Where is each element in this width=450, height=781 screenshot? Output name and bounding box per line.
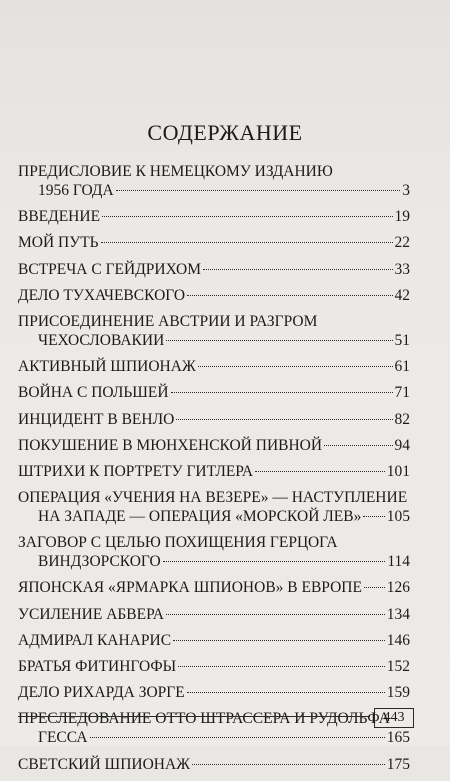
dot-leader	[166, 614, 385, 615]
toc-entry-page: 165	[386, 729, 410, 747]
toc-entry-title: СВЕТСКИЙ ШПИОНАЖ	[18, 755, 191, 773]
toc-entry	[18, 162, 410, 200]
toc-entry-row	[18, 357, 410, 376]
toc-entry-title: АКТИВНЫЙ ШПИОНАЖ	[18, 358, 196, 376]
toc-entry	[18, 755, 410, 774]
footer-rule	[18, 716, 370, 717]
toc-entry-page: 105	[386, 508, 410, 526]
toc-entry-page: 22	[394, 234, 410, 252]
dot-leader	[178, 666, 385, 667]
toc-entry-title: ДЕЛО РИХАРДА ЗОРГЕ	[18, 684, 185, 702]
toc-entry-page: 134	[386, 605, 410, 623]
toc-entry-title: ВСТРЕЧА С ГЕЙДРИХОМ	[18, 260, 201, 278]
toc-entry-row	[18, 552, 410, 571]
toc-entry-page: 101	[386, 462, 410, 480]
toc-entry-row	[18, 657, 410, 676]
toc-entry-title-line: ОПЕРАЦИЯ «УЧЕНИЯ НА ВЕЗЕРЕ» — НАСТУПЛЕНИЕ	[18, 489, 408, 507]
toc-entry-title: ВОЙНА С ПОЛЬШЕЙ	[18, 384, 169, 402]
toc-entry	[18, 383, 410, 402]
toc-entry-row	[18, 260, 410, 279]
dot-leader	[101, 242, 393, 243]
toc-entry-title: ВВЕДЕНИЕ	[18, 208, 101, 226]
dot-leader	[176, 419, 392, 420]
toc-entry-title: ШТРИХИ К ПОРТРЕТУ ГИТЛЕРА	[18, 462, 254, 480]
contents-title: СОДЕРЖАНИЕ	[147, 120, 303, 145]
dot-leader	[171, 392, 393, 393]
dot-leader	[324, 445, 392, 446]
toc-entry-title: ЯПОНСКАЯ «ЯРМАРКА ШПИОНОВ» В ЕВРОПЕ	[18, 579, 362, 597]
toc-entry-page: 159	[386, 684, 410, 702]
toc-entry-page: 146	[386, 631, 410, 649]
dot-leader	[173, 640, 385, 641]
toc-entry-page: 71	[394, 384, 410, 402]
dot-leader	[166, 340, 392, 341]
toc-entry	[18, 286, 410, 305]
toc-entry-row	[18, 286, 410, 305]
toc-entry-title: ДЕЛО ТУХАЧЕВСКОГО	[18, 286, 186, 304]
toc-entry	[18, 410, 410, 429]
toc-entry-title-line: ПРЕДИСЛОВИЕ К НЕМЕЦКОМУ ИЗДАНИЮ	[18, 163, 333, 180]
toc-entry-page: 114	[387, 553, 410, 571]
toc-entry-row	[18, 207, 410, 226]
toc-entry	[18, 605, 410, 624]
toc-entry-title-line: ПРИСОЕДИНЕНИЕ АВСТРИИ И РАЗГРОМ	[18, 312, 318, 330]
toc-entry	[18, 578, 410, 597]
toc-entry	[18, 312, 410, 350]
toc-entry-title-line: ЗАГОВОР С ЦЕЛЬЮ ПОХИЩЕНИЯ ГЕРЦОГА	[18, 534, 338, 552]
dot-leader	[102, 216, 392, 217]
toc-entry-page: 126	[386, 579, 410, 597]
toc-entry-page: 82	[394, 410, 410, 428]
toc-entry	[18, 207, 410, 226]
toc-entry-page: 42	[394, 286, 410, 304]
dot-leader	[90, 737, 385, 738]
dot-leader	[363, 516, 384, 517]
toc-entry-title: ГЕССА	[38, 729, 88, 747]
dot-leader	[203, 269, 393, 270]
toc-entry-title: ВИНДЗОРСКОГО	[38, 553, 161, 571]
toc-entry-row	[18, 631, 410, 650]
toc-entry-title: ИНЦИДЕНТ В ВЕНЛО	[18, 410, 175, 428]
dot-leader	[192, 764, 385, 765]
toc-entry-row	[18, 331, 410, 350]
toc-entry	[18, 657, 410, 676]
dot-leader	[187, 692, 385, 693]
toc-entry-row	[18, 507, 410, 526]
toc-entry-title: БРАТЬЯ ФИТИНГОФЫ	[18, 658, 177, 675]
toc-entry-title: УСИЛЕНИЕ АБВЕРА	[18, 605, 164, 623]
toc-entry-title: ЧЕХОСЛОВАКИИ	[38, 331, 165, 349]
toc-entry	[18, 260, 410, 279]
dot-leader	[163, 561, 386, 562]
dot-leader	[364, 587, 385, 588]
toc-entry-row	[18, 462, 410, 481]
toc-entry	[18, 357, 410, 376]
toc-entry-page: 94	[394, 436, 410, 454]
toc-entry-row	[18, 728, 410, 747]
dot-leader	[255, 471, 385, 472]
toc-entry-title: 1956 ГОДА	[38, 182, 114, 199]
toc-entry-row	[18, 755, 410, 774]
table-of-contents	[18, 162, 410, 781]
toc-entry-title: НА ЗАПАДЕ — ОПЕРАЦИЯ «МОРСКОЙ ЛЕВ»	[38, 508, 362, 526]
toc-entry-page: 175	[386, 755, 410, 773]
toc-entry-page: 61	[394, 358, 410, 376]
page-number-box: 443	[374, 708, 414, 728]
toc-entry-page: 33	[394, 260, 410, 278]
toc-entry-row	[18, 436, 410, 455]
toc-entry	[18, 462, 410, 481]
toc-entry	[18, 533, 410, 571]
toc-entry-row	[18, 410, 410, 429]
toc-entry-row	[18, 181, 410, 200]
toc-entry-row	[18, 383, 410, 402]
toc-entry-row	[18, 578, 410, 597]
toc-entry	[18, 631, 410, 650]
toc-entry-title: АДМИРАЛ КАНАРИС	[18, 631, 172, 649]
toc-entry-page: 3	[402, 182, 410, 199]
toc-entry-row	[18, 233, 410, 252]
toc-entry-row	[18, 605, 410, 624]
toc-entry	[18, 436, 410, 455]
toc-entry-page: 152	[386, 658, 410, 675]
toc-entry-title: ПОКУШЕНИЕ В МЮНХЕНСКОЙ ПИВНОЙ	[18, 436, 323, 454]
dot-leader	[187, 295, 392, 296]
toc-entry	[18, 683, 410, 702]
toc-entry-title: МОЙ ПУТЬ	[18, 234, 99, 252]
toc-entry-title-line: ПРЕСЛЕДОВАНИЕ ОТТО ШТРАССЕРА И РУДОЛЬФА	[18, 710, 390, 728]
toc-entry-row	[18, 683, 410, 702]
toc-entry-page: 51	[394, 331, 410, 349]
toc-entry	[18, 488, 410, 526]
dot-leader	[198, 366, 393, 367]
dot-leader	[116, 190, 401, 191]
toc-entry	[18, 233, 410, 252]
toc-entry-page: 19	[394, 208, 410, 226]
